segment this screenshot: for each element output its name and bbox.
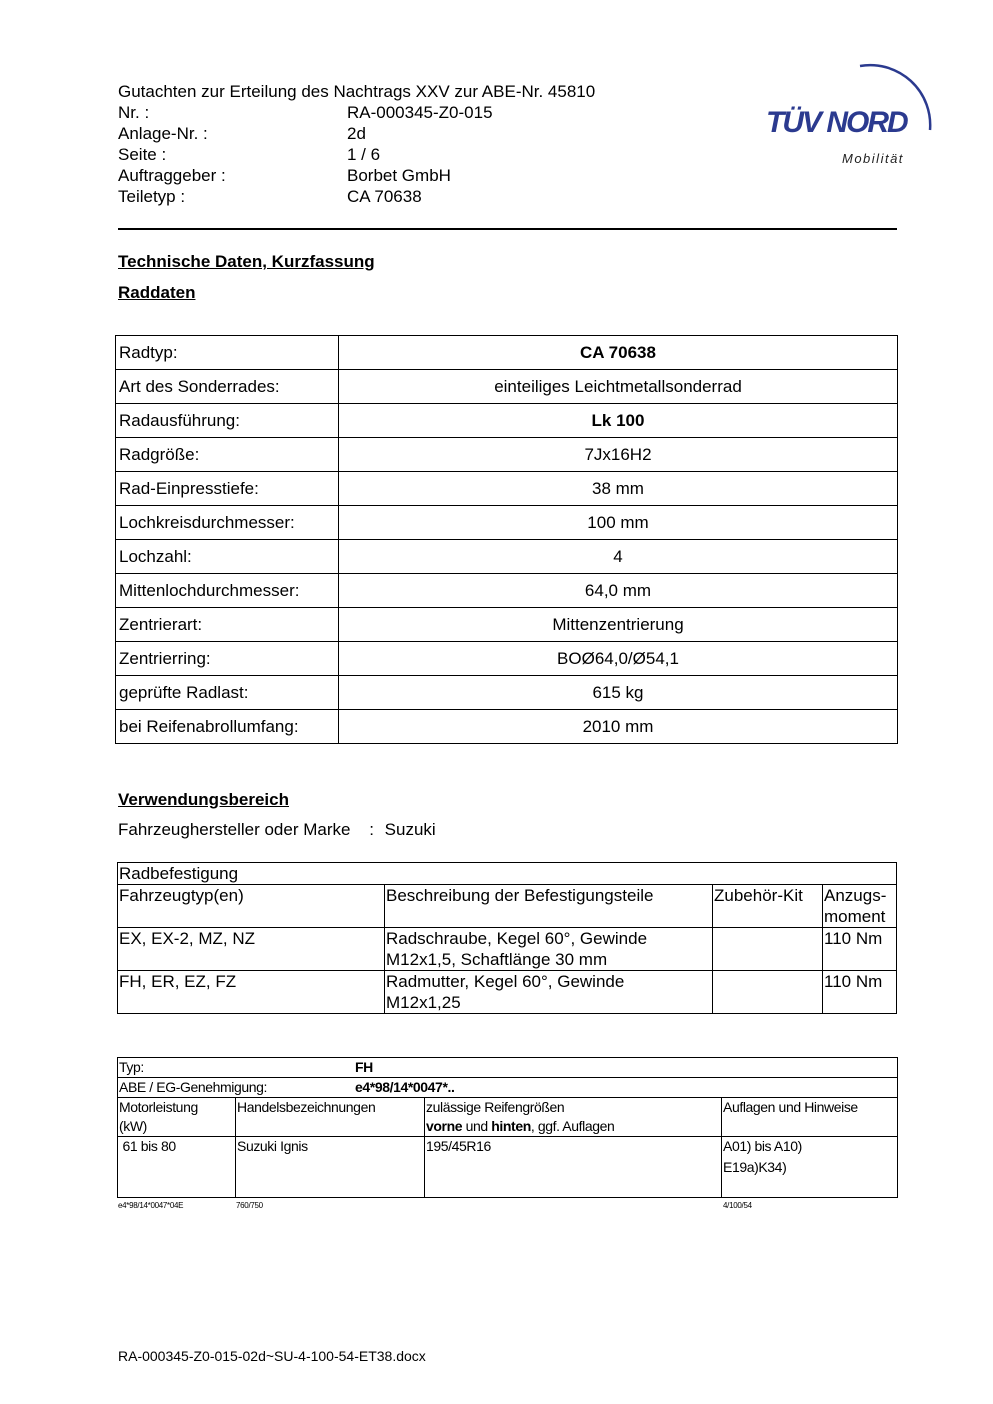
column-header: Beschreibung der Befestigungsteile bbox=[385, 885, 713, 928]
radbefestigung-table bbox=[117, 862, 897, 1014]
table-cell: EX, EX-2, MZ, NZ bbox=[118, 928, 385, 971]
header-value: 2d bbox=[347, 124, 366, 143]
reifen-header-bold: vorne bbox=[426, 1118, 463, 1134]
raddaten-value: 38 mm bbox=[339, 472, 898, 506]
table-row bbox=[118, 971, 897, 1014]
raddaten-label: Lochkreisdurchmesser: bbox=[116, 506, 339, 540]
raddaten-value: 4 bbox=[339, 540, 898, 574]
reifen-header-text: und bbox=[462, 1118, 492, 1134]
abe-value: e4*98/14*0047*.. bbox=[355, 1079, 455, 1095]
header-label: Seite : bbox=[118, 145, 167, 164]
footnote: 760/750 bbox=[236, 1201, 263, 1210]
table-row bbox=[118, 928, 897, 971]
reifen-header-bold: hinten bbox=[491, 1118, 531, 1134]
header-value: CA 70638 bbox=[347, 187, 422, 206]
table-row bbox=[118, 1137, 898, 1198]
raddaten-table bbox=[115, 335, 898, 744]
footer-filename: RA-000345-Z0-015-02d~SU-4-100-54-ET38.docx bbox=[118, 1348, 426, 1364]
table-cell: 110 Nm bbox=[823, 928, 897, 971]
column-header: Fahrzeugtyp(en) bbox=[118, 885, 385, 928]
auflagen-line: E19a)K34) bbox=[723, 1159, 787, 1175]
header-label: Teiletyp : bbox=[118, 187, 186, 206]
raddaten-value: 7Jx16H2 bbox=[339, 438, 898, 472]
table-cell: Radschraube, Kegel 60°, Gewinde M12x1,5, Schaftlänge 30 mm bbox=[385, 928, 713, 971]
hersteller-label: Fahrzeughersteller oder Marke bbox=[118, 820, 351, 839]
header-value: 1 / 6 bbox=[347, 145, 381, 164]
table-cell: 195/45R16 bbox=[425, 1137, 722, 1198]
table-header-row bbox=[118, 885, 897, 928]
header-label: Auftraggeber : bbox=[118, 166, 226, 185]
table-row bbox=[116, 472, 898, 506]
typ-label: Typ: bbox=[119, 1059, 144, 1075]
table-row bbox=[116, 336, 898, 370]
column-header: Handelsbezeichnungen bbox=[236, 1098, 425, 1137]
typ-value: FH bbox=[355, 1059, 373, 1075]
raddaten-value: 615 kg bbox=[339, 676, 898, 710]
header-value: Borbet GmbH bbox=[347, 166, 451, 185]
table-cell: 110 Nm bbox=[823, 971, 897, 1014]
raddaten-value: Lk 100 bbox=[339, 404, 898, 438]
raddaten-label: bei Reifenabrollumfang: bbox=[116, 710, 339, 744]
column-header: Auflagen und Hinweise bbox=[722, 1098, 898, 1137]
section-title-main: Technische Daten, Kurzfassung bbox=[118, 252, 375, 271]
hersteller-line bbox=[118, 820, 436, 840]
raddaten-value: 2010 mm bbox=[339, 710, 898, 744]
header-label: Nr. : bbox=[118, 103, 150, 122]
raddaten-label: Radausführung: bbox=[116, 404, 339, 438]
raddaten-label: Mittenlochdurchmesser: bbox=[116, 574, 339, 608]
raddaten-label: Zentrierart: bbox=[116, 608, 339, 642]
table-row bbox=[116, 710, 898, 744]
hersteller-separator: : bbox=[369, 820, 374, 839]
table-cell: Radmutter, Kegel 60°, Gewinde M12x1,25 bbox=[385, 971, 713, 1014]
table-row bbox=[116, 540, 898, 574]
tuev-nord-logo bbox=[762, 58, 940, 170]
raddaten-value: Mittenzentrierung bbox=[339, 608, 898, 642]
raddaten-value: BOØ64,0/Ø54,1 bbox=[339, 642, 898, 676]
table-cell: 61 bis 80 bbox=[118, 1137, 236, 1198]
radbefestigung-title: Radbefestigung bbox=[118, 863, 897, 885]
footnote: e4*98/14*0047*04E bbox=[118, 1201, 184, 1210]
table-row bbox=[116, 608, 898, 642]
typ-table bbox=[117, 1057, 898, 1198]
footnote: 4/100/54 bbox=[723, 1201, 752, 1210]
header-divider bbox=[118, 228, 897, 230]
column-header bbox=[425, 1098, 722, 1137]
table-row bbox=[116, 574, 898, 608]
raddaten-label: Art des Sonderrades: bbox=[116, 370, 339, 404]
raddaten-label: Rad-Einpresstiefe: bbox=[116, 472, 339, 506]
table-cell: Suzuki Ignis bbox=[236, 1137, 425, 1198]
table-header-row bbox=[118, 1098, 898, 1137]
header-value: RA-000345-Z0-015 bbox=[347, 103, 493, 122]
table-row bbox=[118, 863, 897, 885]
raddaten-label: Radgröße: bbox=[116, 438, 339, 472]
table-row bbox=[118, 1058, 898, 1078]
hersteller-value: Suzuki bbox=[384, 820, 436, 839]
table-row bbox=[116, 676, 898, 710]
raddaten-label: Zentrierring: bbox=[116, 642, 339, 676]
raddaten-label: Radtyp: bbox=[116, 336, 339, 370]
raddaten-value: 64,0 mm bbox=[339, 574, 898, 608]
table-row bbox=[116, 404, 898, 438]
reifen-header-text: , ggf. Auflagen bbox=[530, 1118, 615, 1134]
table-cell bbox=[722, 1137, 898, 1198]
typ-row bbox=[118, 1058, 898, 1078]
table-row bbox=[118, 1078, 898, 1098]
table-cell: FH, ER, EZ, FZ bbox=[118, 971, 385, 1014]
column-header: Anzugs- moment bbox=[823, 885, 897, 928]
logo-subtitle: Mobilität bbox=[842, 151, 904, 166]
abe-label: ABE / EG-Genehmigung: bbox=[119, 1079, 268, 1095]
header-label: Anlage-Nr. : bbox=[118, 124, 208, 143]
section-title-verwendung: Verwendungsbereich bbox=[118, 790, 289, 809]
reifen-header-line2 bbox=[426, 1117, 721, 1136]
raddaten-value: 100 mm bbox=[339, 506, 898, 540]
column-header: Zubehör-Kit bbox=[713, 885, 823, 928]
auflagen-line: A01) bis A10) bbox=[723, 1138, 802, 1154]
raddaten-label: geprüfte Radlast: bbox=[116, 676, 339, 710]
logo-brand: TÜV NORD bbox=[766, 106, 907, 139]
column-header: Motorleistung (kW) bbox=[118, 1098, 236, 1137]
table-row bbox=[116, 506, 898, 540]
document-title: Gutachten zur Erteilung des Nachtrags XXV zur ABE-Nr. 45810 bbox=[118, 82, 596, 101]
table-cell bbox=[713, 971, 823, 1014]
table-row bbox=[116, 438, 898, 472]
table-row bbox=[116, 370, 898, 404]
raddaten-value: einteiliges Leichtmetallsonderrad bbox=[339, 370, 898, 404]
table-row bbox=[116, 642, 898, 676]
section-title-raddaten: Raddaten bbox=[118, 283, 196, 302]
raddaten-label: Lochzahl: bbox=[116, 540, 339, 574]
raddaten-value: CA 70638 bbox=[339, 336, 898, 370]
reifen-header-line1: zulässige Reifengrößen bbox=[426, 1099, 565, 1115]
abe-row bbox=[118, 1078, 898, 1098]
table-cell bbox=[713, 928, 823, 971]
